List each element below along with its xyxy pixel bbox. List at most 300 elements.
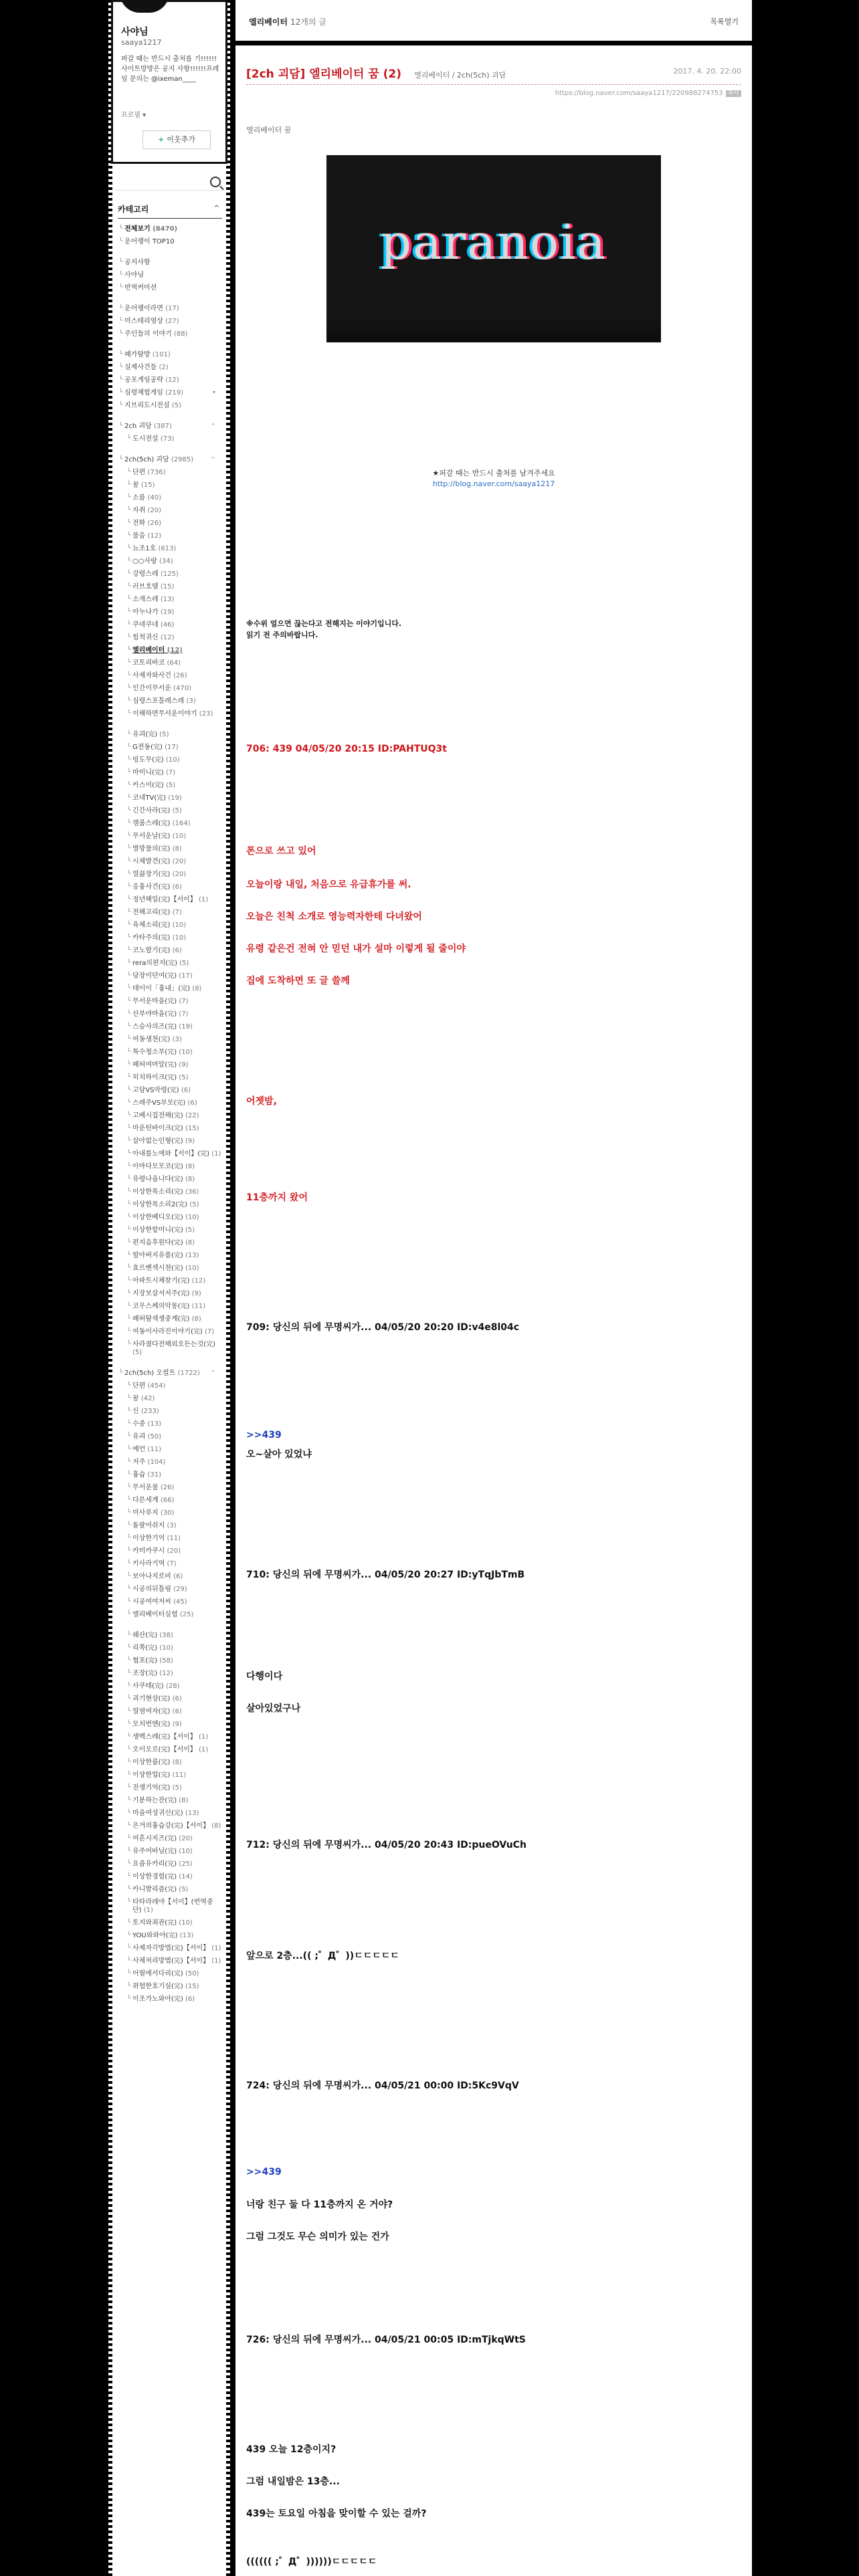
category-item[interactable] bbox=[118, 1148, 222, 1160]
category-item[interactable] bbox=[118, 906, 222, 919]
category-item[interactable] bbox=[118, 1109, 222, 1122]
tree-branch-icon: └ bbox=[127, 1932, 131, 1939]
category-label: 사라졌다전해외오든는것(完) bbox=[132, 1340, 216, 1348]
category-item[interactable] bbox=[118, 328, 222, 340]
category-label: 예언 bbox=[132, 1445, 146, 1453]
post-body-line: 어젯밤, bbox=[246, 1096, 277, 1107]
category-label: 괴기현상(完) bbox=[132, 1695, 171, 1703]
category-item[interactable] bbox=[118, 1262, 222, 1275]
category-label: 이상한경험(完) bbox=[132, 1872, 177, 1881]
category-item[interactable] bbox=[118, 1021, 222, 1033]
category-item[interactable] bbox=[118, 1071, 222, 1084]
category-item[interactable] bbox=[118, 1782, 222, 1794]
tree-branch-icon: └ bbox=[127, 1382, 131, 1389]
category-label: 효르벤섹시천(完) bbox=[132, 1264, 183, 1272]
category-item[interactable] bbox=[118, 479, 222, 492]
category-count: (10) bbox=[172, 921, 187, 929]
category-count: (1) bbox=[198, 895, 209, 903]
category-item[interactable] bbox=[118, 631, 222, 644]
category-item[interactable] bbox=[118, 1858, 222, 1870]
category-label: 모치번엔(完) bbox=[132, 1720, 171, 1728]
category-label: 고베시집전해(完) bbox=[132, 1111, 183, 1119]
post-body-line: 너랑 친구 둘 다 11층까지 온 거야? bbox=[246, 2199, 393, 2210]
category-label: 코우스케의악몽(完) bbox=[132, 1302, 190, 1310]
category-item[interactable] bbox=[118, 881, 222, 893]
category-count: (7) bbox=[172, 908, 182, 916]
category-label: 2ch 괴담 bbox=[124, 422, 152, 430]
category-count: (6) bbox=[181, 1086, 191, 1094]
category-item[interactable] bbox=[118, 1380, 222, 1392]
category-count: (10) bbox=[172, 832, 187, 840]
category-label: 사제자와사건 bbox=[132, 671, 171, 679]
category-count: (27) bbox=[165, 317, 179, 325]
category-item[interactable] bbox=[118, 1929, 222, 1942]
post-category[interactable]: 엘리베이터 / 2ch(5ch) 괴담 bbox=[414, 71, 506, 80]
category-item[interactable] bbox=[118, 1338, 222, 1359]
category-item[interactable] bbox=[118, 1942, 222, 1955]
category-item[interactable] bbox=[118, 1160, 222, 1173]
category-item[interactable] bbox=[118, 1967, 222, 1980]
category-item[interactable] bbox=[118, 1456, 222, 1469]
profile-nickname[interactable]: 사야님 bbox=[121, 27, 149, 37]
category-item[interactable] bbox=[118, 1993, 222, 2006]
tree-branch-icon: └ bbox=[127, 1049, 131, 1055]
category-item[interactable] bbox=[118, 361, 222, 374]
post-body-line: 폰으로 쓰고 있어 bbox=[246, 846, 316, 857]
category-label: 폐허여머알(完) bbox=[132, 1061, 177, 1069]
category-item[interactable] bbox=[118, 1596, 222, 1608]
post-title[interactable]: [2ch 괴담] 엘리베이터 꿈 (2) bbox=[246, 68, 401, 81]
category-count: (10) bbox=[179, 1919, 193, 1927]
tree-branch-icon: └ bbox=[127, 570, 131, 577]
chevron-down-icon[interactable]: ▾ bbox=[212, 389, 215, 395]
category-item[interactable] bbox=[118, 1832, 222, 1845]
reply-anchor-link[interactable]: >>439 bbox=[246, 2167, 282, 2177]
category-item[interactable] bbox=[118, 766, 222, 779]
tree-branch-icon: └ bbox=[127, 1945, 131, 1951]
category-count: (17) bbox=[179, 972, 193, 980]
category-count: (3) bbox=[172, 1035, 182, 1043]
category-item[interactable] bbox=[118, 466, 222, 479]
category-item[interactable] bbox=[118, 269, 222, 282]
category-item[interactable] bbox=[118, 1731, 222, 1743]
category-item[interactable] bbox=[118, 957, 222, 970]
category-label: 물음 bbox=[132, 532, 146, 540]
category-label: 아마다모모코(完) bbox=[132, 1162, 183, 1170]
tree-branch-icon: └ bbox=[127, 1695, 131, 1702]
category-item[interactable] bbox=[118, 1211, 222, 1224]
category-count: (6) bbox=[173, 1572, 183, 1580]
category-item[interactable] bbox=[118, 1367, 222, 1380]
category-label: 전생기억(完) bbox=[132, 1784, 171, 1792]
tree-branch-icon: └ bbox=[127, 1061, 131, 1068]
category-item[interactable] bbox=[118, 1405, 222, 1418]
category-item[interactable] bbox=[118, 919, 222, 932]
tree-branch-icon: └ bbox=[127, 1036, 131, 1043]
category-item[interactable] bbox=[118, 1249, 222, 1262]
category-label: 심령체험게임 bbox=[124, 389, 163, 397]
category-count: (12) bbox=[165, 376, 179, 384]
category-item[interactable] bbox=[118, 1532, 222, 1545]
category-item[interactable] bbox=[118, 1558, 222, 1570]
category-item[interactable] bbox=[118, 1325, 222, 1338]
category-count: (64) bbox=[167, 659, 181, 667]
category-header[interactable] bbox=[118, 201, 222, 219]
category-item[interactable] bbox=[118, 302, 222, 315]
tree-branch-icon: └ bbox=[127, 1252, 131, 1259]
category-count: (23) bbox=[199, 710, 213, 718]
category-item[interactable] bbox=[118, 1705, 222, 1718]
tree-branch-icon: └ bbox=[127, 1611, 131, 1618]
tree-branch-icon: └ bbox=[127, 1341, 131, 1348]
category-item[interactable] bbox=[118, 1469, 222, 1481]
category-count: (6) bbox=[172, 946, 182, 954]
category-label: 살아없는인형(完) bbox=[132, 1137, 183, 1145]
category-item[interactable] bbox=[118, 669, 222, 682]
category-item[interactable] bbox=[118, 1186, 222, 1198]
tree-branch-icon: └ bbox=[119, 238, 123, 245]
tree-branch-icon: └ bbox=[127, 896, 131, 903]
category-item[interactable] bbox=[118, 708, 222, 720]
category-label: 아누나가 bbox=[132, 608, 159, 616]
category-item[interactable] bbox=[118, 644, 222, 657]
category-count: (2) bbox=[159, 363, 169, 371]
category-item[interactable] bbox=[118, 1756, 222, 1769]
tree-branch-icon: └ bbox=[127, 1873, 131, 1880]
category-label: ○○사랑 bbox=[132, 557, 157, 565]
profile-link[interactable]: 프로필 ▾ bbox=[121, 112, 147, 119]
category-label: 이상한목소리(完) bbox=[132, 1188, 183, 1196]
url-copy-button[interactable]: 복사 bbox=[726, 90, 741, 97]
category-count: (88) bbox=[174, 330, 188, 338]
category-item[interactable] bbox=[118, 568, 222, 580]
category-label: 열염여자(完) bbox=[132, 1707, 171, 1715]
category-count: (8) bbox=[185, 1175, 195, 1183]
post-body-line: 오~살아 있었냐 bbox=[246, 1449, 312, 1460]
tree-branch-icon: └ bbox=[127, 621, 131, 628]
category-label: 저주 bbox=[132, 1458, 146, 1466]
category-label: 인간이무서운 bbox=[132, 684, 171, 692]
category-item[interactable] bbox=[118, 1545, 222, 1558]
category-count: (15) bbox=[160, 582, 175, 591]
category-item[interactable] bbox=[118, 1718, 222, 1731]
category-count: (8) bbox=[211, 1822, 221, 1830]
category-count: (11) bbox=[191, 1302, 206, 1310]
category-item[interactable] bbox=[118, 1980, 222, 1993]
category-item[interactable] bbox=[118, 1097, 222, 1109]
category-item[interactable] bbox=[118, 1917, 222, 1929]
search-icon[interactable] bbox=[210, 177, 221, 187]
tree-branch-icon: └ bbox=[127, 532, 131, 539]
category-item[interactable] bbox=[118, 1820, 222, 1832]
post-body-line: 439 오늘 12층이지? bbox=[246, 2444, 337, 2455]
category-item[interactable] bbox=[118, 804, 222, 817]
category-count: (66) bbox=[160, 1496, 175, 1504]
category-item[interactable] bbox=[118, 741, 222, 754]
category-label: 번역커미션 bbox=[124, 284, 157, 292]
tree-branch-icon: └ bbox=[127, 710, 131, 717]
profile-avatar[interactable] bbox=[120, 0, 169, 13]
current-category[interactable] bbox=[249, 16, 326, 27]
category-item[interactable] bbox=[118, 593, 222, 606]
category-item[interactable] bbox=[118, 1955, 222, 1967]
tree-branch-icon: └ bbox=[127, 782, 131, 788]
category-item[interactable] bbox=[118, 1122, 222, 1135]
post-body-line: 오늘은 친척 소개로 영능력자한테 다녀왔어 bbox=[246, 911, 422, 922]
category-item[interactable] bbox=[118, 1059, 222, 1071]
tree-branch-icon: └ bbox=[127, 1848, 131, 1854]
category-count: (36) bbox=[185, 1188, 199, 1196]
category-item[interactable] bbox=[118, 843, 222, 855]
tree-branch-icon: └ bbox=[127, 634, 131, 641]
credit-url[interactable]: http://blog.naver.com/saaya1217 bbox=[432, 479, 555, 488]
title-divider bbox=[246, 84, 741, 85]
category-count: (101) bbox=[152, 350, 171, 358]
category-count: (9) bbox=[172, 1720, 182, 1728]
category-item[interactable] bbox=[118, 1008, 222, 1021]
category-count: (30) bbox=[160, 1509, 175, 1517]
category-item[interactable] bbox=[118, 982, 222, 995]
category-item[interactable] bbox=[118, 256, 222, 269]
category-item[interactable] bbox=[118, 817, 222, 830]
category-item[interactable] bbox=[118, 387, 222, 399]
tree-branch-icon: └ bbox=[127, 520, 131, 526]
category-item[interactable] bbox=[118, 995, 222, 1008]
tree-branch-icon: └ bbox=[127, 947, 131, 954]
category-item[interactable] bbox=[118, 1392, 222, 1405]
category-item[interactable] bbox=[118, 315, 222, 328]
tree-branch-icon: └ bbox=[127, 1010, 131, 1017]
tree-branch-icon: └ bbox=[127, 494, 131, 501]
category-item[interactable] bbox=[118, 1300, 222, 1313]
category-item[interactable] bbox=[118, 420, 222, 433]
category-item[interactable] bbox=[118, 348, 222, 361]
tree-branch-icon: └ bbox=[127, 1074, 131, 1081]
category-item[interactable] bbox=[118, 1667, 222, 1680]
tree-branch-icon: └ bbox=[127, 1023, 131, 1030]
tree-branch-icon: └ bbox=[127, 744, 131, 750]
search-bar[interactable] bbox=[116, 175, 223, 191]
tree-branch-icon: └ bbox=[127, 769, 131, 776]
open-list-button[interactable]: 목록열기 bbox=[710, 17, 739, 26]
plus-icon: + bbox=[158, 135, 165, 144]
tree-branch-icon: └ bbox=[127, 1797, 131, 1804]
category-item[interactable] bbox=[118, 1642, 222, 1654]
tree-branch-icon: └ bbox=[127, 1721, 131, 1727]
category-item[interactable] bbox=[118, 1418, 222, 1430]
tree-branch-icon: └ bbox=[127, 558, 131, 564]
tree-branch-icon: └ bbox=[127, 1328, 131, 1335]
tree-branch-icon: └ bbox=[127, 1733, 131, 1740]
category-item[interactable] bbox=[118, 1507, 222, 1519]
category-label: 빙도무(完) bbox=[132, 756, 164, 764]
post-body-line: 710: 당신의 뒤에 무명씨가... 04/05/20 20:27 ID:yTqJbTmB bbox=[246, 1570, 525, 1580]
category-count: (7) bbox=[165, 768, 176, 776]
tree-branch-icon: └ bbox=[127, 1188, 131, 1195]
category-item[interactable] bbox=[118, 1481, 222, 1494]
category-item[interactable] bbox=[118, 580, 222, 593]
category-item[interactable] bbox=[118, 504, 222, 517]
category-count: (8) bbox=[179, 1796, 189, 1804]
tree-branch-icon: └ bbox=[127, 481, 131, 488]
category-item[interactable] bbox=[118, 868, 222, 881]
category-item[interactable] bbox=[118, 555, 222, 568]
banner-shadow bbox=[326, 316, 661, 342]
category-label: 정년해일(完)【서이】 bbox=[132, 895, 197, 903]
category-item[interactable] bbox=[118, 1173, 222, 1186]
tree-branch-icon: └ bbox=[127, 1201, 131, 1208]
category-item[interactable] bbox=[118, 682, 222, 695]
category-count: (20) bbox=[167, 1547, 181, 1555]
category-item[interactable] bbox=[118, 1654, 222, 1667]
category-item[interactable] bbox=[118, 893, 222, 906]
category-label: 당장이던여(完) bbox=[132, 972, 177, 980]
tree-branch-icon: └ bbox=[119, 284, 123, 291]
category-label: 시공여여저씨 bbox=[132, 1598, 171, 1606]
category-count: (8) bbox=[172, 1758, 182, 1766]
category-count: (17) bbox=[165, 743, 179, 751]
category-count: (20) bbox=[179, 1834, 193, 1842]
category-item[interactable] bbox=[118, 1430, 222, 1443]
category-item[interactable] bbox=[118, 695, 222, 708]
add-neighbor-button[interactable] bbox=[142, 130, 211, 149]
category-item[interactable] bbox=[118, 1135, 222, 1148]
reply-anchor-link[interactable]: >>439 bbox=[246, 1430, 282, 1440]
category-item[interactable] bbox=[118, 970, 222, 982]
category-count: (19) bbox=[179, 1023, 193, 1031]
category-count: (13) bbox=[147, 1420, 162, 1428]
category-count: (14) bbox=[179, 1872, 193, 1881]
category-count: (19) bbox=[168, 794, 182, 802]
tree-branch-icon: └ bbox=[127, 1176, 131, 1182]
category-item[interactable] bbox=[118, 1224, 222, 1237]
category-item[interactable] bbox=[118, 1807, 222, 1820]
category-count: (8) bbox=[185, 1162, 195, 1170]
category-label: 열끓장기(完) bbox=[132, 870, 171, 878]
category-item[interactable] bbox=[118, 932, 222, 944]
category-item[interactable] bbox=[118, 1608, 222, 1621]
category-item[interactable] bbox=[118, 1198, 222, 1211]
category-item[interactable] bbox=[118, 1313, 222, 1325]
category-item[interactable] bbox=[118, 1033, 222, 1046]
category-item[interactable] bbox=[118, 223, 222, 235]
category-item[interactable] bbox=[118, 1046, 222, 1059]
category-count: (5) bbox=[171, 401, 181, 409]
category-count: (10) bbox=[179, 1048, 193, 1056]
credit-notice bbox=[235, 468, 752, 490]
category-item[interactable] bbox=[118, 517, 222, 530]
tree-branch-icon: └ bbox=[127, 1290, 131, 1297]
tree-branch-icon: └ bbox=[127, 685, 131, 691]
category-item[interactable] bbox=[118, 542, 222, 555]
category-item[interactable] bbox=[118, 944, 222, 957]
category-item[interactable] bbox=[118, 1845, 222, 1858]
credit-line: ★퍼갈 때는 반드시 출처를 남겨주세요 bbox=[432, 469, 555, 477]
category-item[interactable] bbox=[118, 1629, 222, 1642]
category-label: 2ch(5ch) 괴담 bbox=[124, 455, 169, 463]
sidebar-right-border bbox=[226, 0, 230, 2576]
category-item[interactable] bbox=[118, 754, 222, 766]
category-label: 사체처리방법(完)【서이】 bbox=[132, 1957, 210, 1965]
category-count: (12) bbox=[160, 633, 175, 641]
chevron-up-icon[interactable]: ^ bbox=[213, 205, 219, 212]
category-count: (31) bbox=[147, 1471, 162, 1479]
category-item[interactable] bbox=[118, 374, 222, 387]
category-item[interactable] bbox=[118, 530, 222, 542]
category-item[interactable] bbox=[118, 1896, 222, 1917]
post-header bbox=[246, 64, 741, 80]
tree-branch-icon: └ bbox=[127, 1784, 131, 1791]
chevron-up-icon[interactable]: ^ bbox=[211, 456, 215, 462]
category-item[interactable] bbox=[118, 792, 222, 804]
category-item[interactable] bbox=[118, 1769, 222, 1782]
category-item[interactable] bbox=[118, 657, 222, 669]
category-label: 여흔시지즈(完) bbox=[132, 1834, 177, 1842]
tree-branch-icon: └ bbox=[127, 1772, 131, 1778]
category-label: 스레주VS부모(完) bbox=[132, 1099, 186, 1107]
chevron-up-icon[interactable]: ^ bbox=[211, 423, 215, 429]
category-count: (5) bbox=[165, 781, 176, 789]
category-item[interactable] bbox=[118, 1519, 222, 1532]
category-label: 단편 bbox=[132, 468, 146, 476]
tree-branch-icon: └ bbox=[127, 972, 131, 979]
category-item[interactable] bbox=[118, 453, 222, 466]
category-item[interactable] bbox=[118, 1443, 222, 1456]
category-item[interactable] bbox=[118, 1287, 222, 1300]
category-label: 도시전설 bbox=[132, 435, 159, 443]
category-item[interactable] bbox=[118, 1883, 222, 1896]
post-url[interactable]: https://blog.naver.com/saaya1217/220988274753 bbox=[555, 90, 723, 97]
category-item[interactable] bbox=[118, 1693, 222, 1705]
category-item[interactable] bbox=[118, 728, 222, 741]
category-count: (10) bbox=[159, 1644, 173, 1652]
category-count: (3) bbox=[167, 1521, 177, 1529]
category-count: (28) bbox=[165, 1682, 180, 1690]
category-item[interactable] bbox=[118, 282, 222, 294]
category-item[interactable] bbox=[118, 855, 222, 868]
category-item[interactable] bbox=[118, 1743, 222, 1756]
chevron-up-icon[interactable]: ^ bbox=[211, 1370, 215, 1376]
category-item[interactable] bbox=[118, 606, 222, 619]
tree-branch-icon: └ bbox=[127, 1996, 131, 2002]
category-item[interactable] bbox=[118, 1583, 222, 1596]
category-item[interactable] bbox=[118, 399, 222, 412]
category-item[interactable] bbox=[118, 1237, 222, 1249]
category-item[interactable] bbox=[118, 1794, 222, 1807]
category-item[interactable] bbox=[118, 1870, 222, 1883]
category-item[interactable] bbox=[118, 1494, 222, 1507]
category-label: rera의편지(完) bbox=[132, 959, 178, 967]
category-count: (25) bbox=[179, 1860, 193, 1868]
category-item[interactable] bbox=[118, 1275, 222, 1287]
tree-branch-icon: └ bbox=[127, 1277, 131, 1284]
category-label: G전동(完) bbox=[132, 743, 163, 751]
category-count: (1) bbox=[211, 1944, 221, 1952]
category-item[interactable] bbox=[118, 492, 222, 504]
category-item[interactable] bbox=[118, 830, 222, 843]
category-item[interactable] bbox=[118, 779, 222, 792]
category-label: 실제사건들 bbox=[124, 363, 157, 371]
category-count: (26) bbox=[160, 1483, 175, 1491]
category-item[interactable] bbox=[118, 1680, 222, 1693]
category-item[interactable] bbox=[118, 1570, 222, 1583]
category-item[interactable] bbox=[118, 433, 222, 445]
category-item[interactable] bbox=[118, 235, 222, 248]
tree-branch-icon: └ bbox=[127, 1970, 131, 1977]
category-item[interactable] bbox=[118, 619, 222, 631]
category-label: 전체보기 bbox=[124, 225, 151, 233]
category-item[interactable] bbox=[118, 1084, 222, 1097]
